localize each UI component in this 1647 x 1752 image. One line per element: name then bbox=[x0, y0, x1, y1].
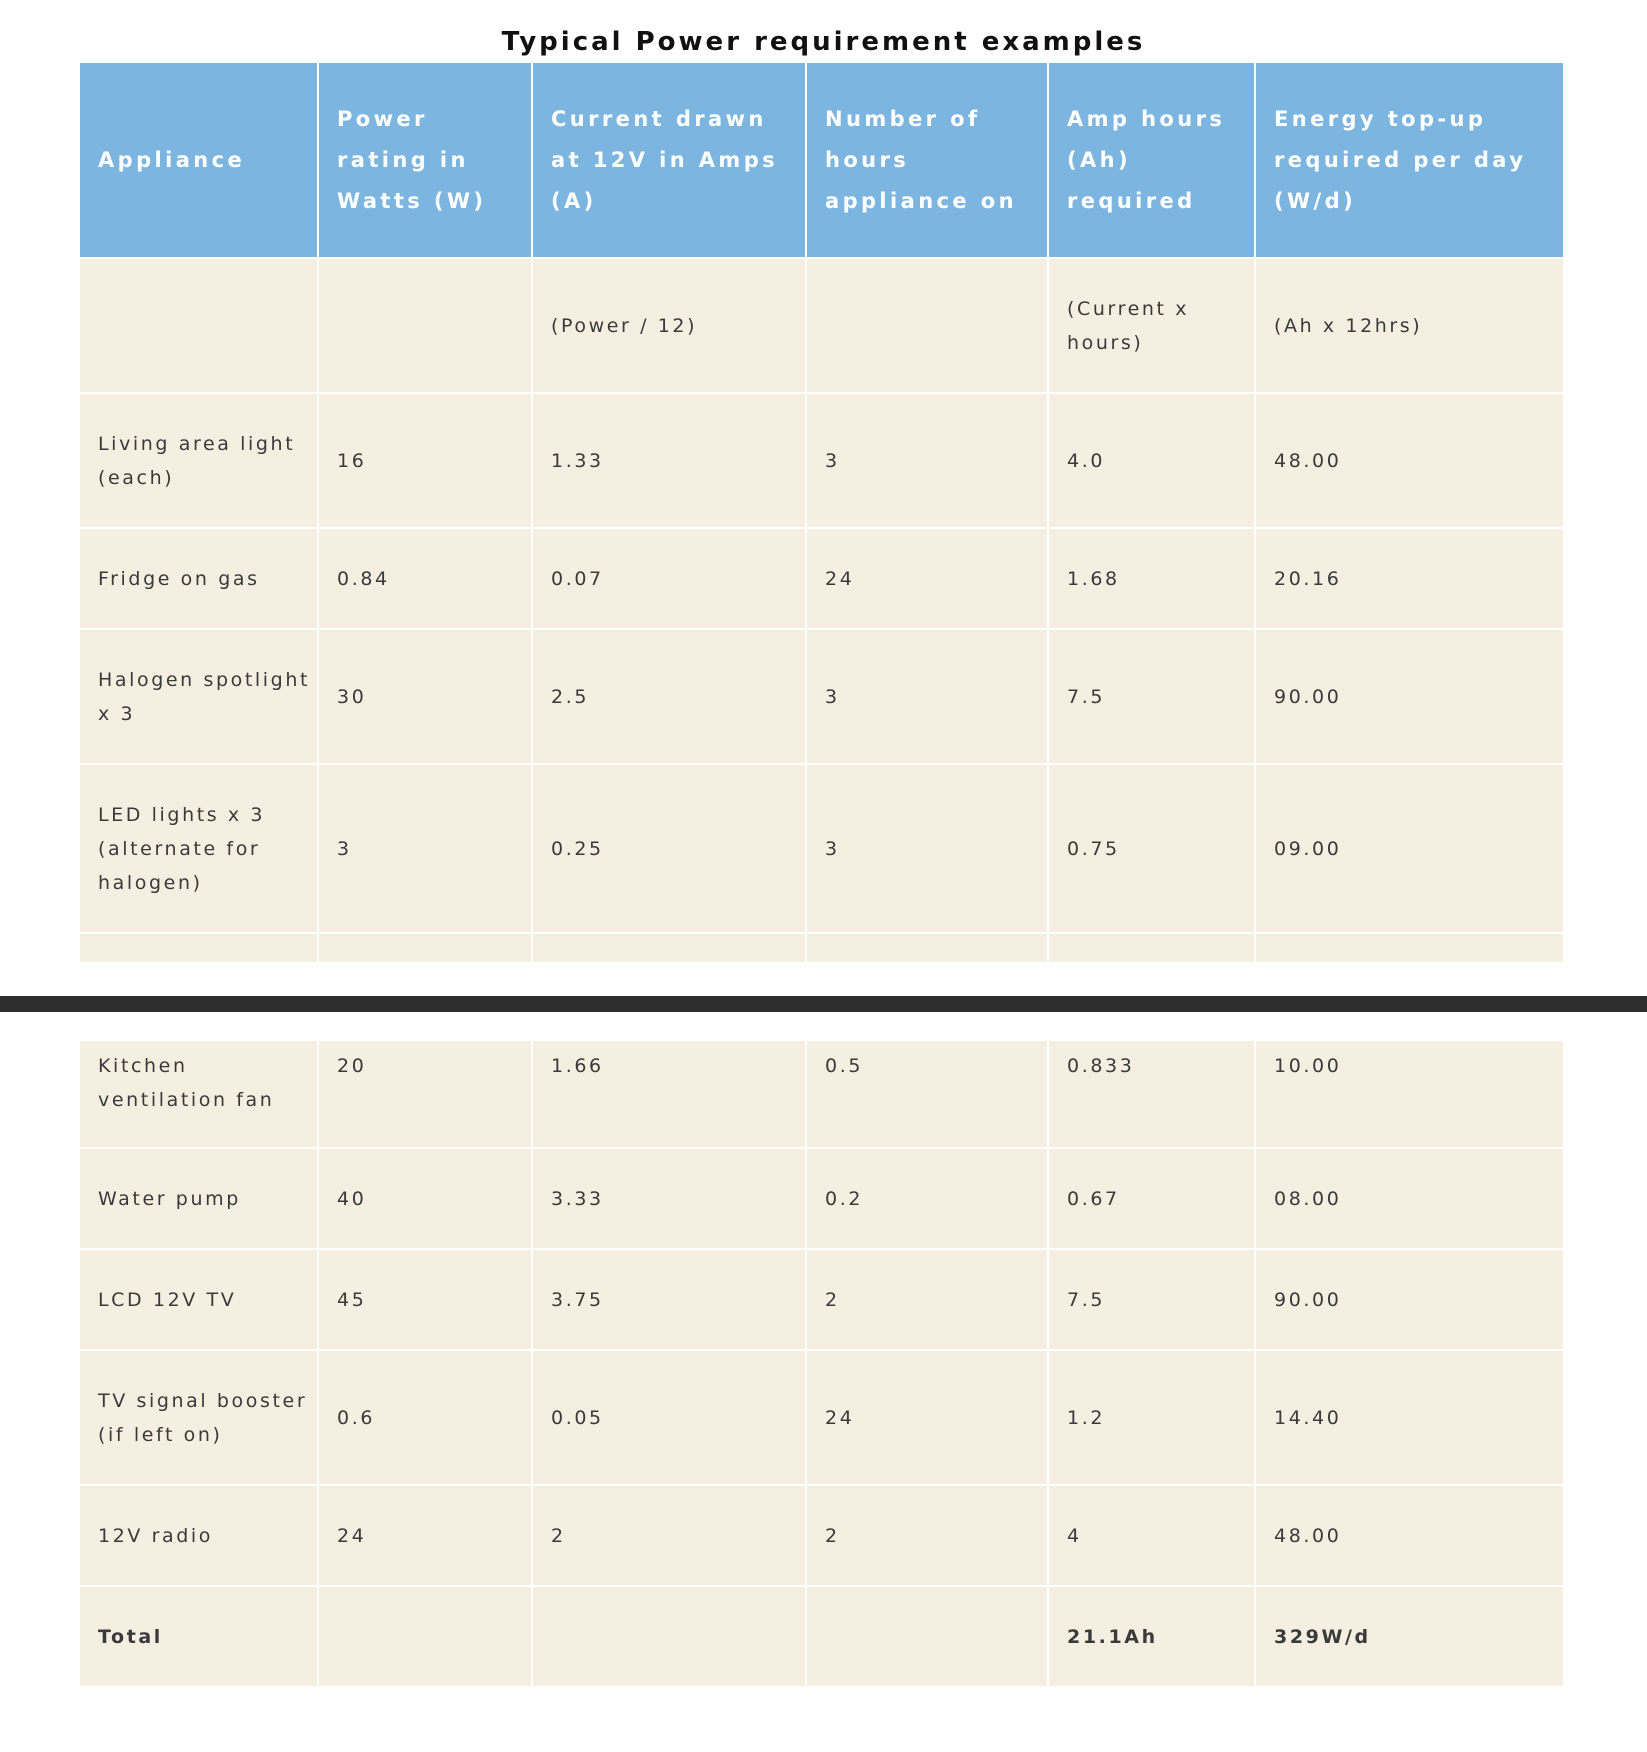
power-table-part-1 bbox=[78, 61, 1565, 964]
current-cell: 3.75 bbox=[532, 1249, 806, 1350]
table-row bbox=[79, 1249, 1564, 1350]
header-appliance: Appliance bbox=[79, 62, 318, 258]
formula-cell bbox=[806, 258, 1048, 393]
hours-cell: 0.5 bbox=[806, 1041, 1048, 1148]
energy-cell: 09.00 bbox=[1255, 764, 1564, 933]
total-energy: 329W/d bbox=[1255, 1586, 1564, 1687]
table-row bbox=[79, 393, 1564, 528]
formula-cell: (Current x hours) bbox=[1048, 258, 1255, 393]
total-row bbox=[79, 1586, 1564, 1687]
current-cell: 1.33 bbox=[532, 393, 806, 528]
amp-hours-cell: 7.5 bbox=[1048, 629, 1255, 764]
hours-cell: 0.2 bbox=[806, 1148, 1048, 1249]
energy-cell: 90.00 bbox=[1255, 1249, 1564, 1350]
header-amp-hours: Amp hours (Ah) required bbox=[1048, 62, 1255, 258]
power-cell: 0.84 bbox=[318, 528, 532, 629]
amp-hours-cell: 4.0 bbox=[1048, 393, 1255, 528]
formula-row bbox=[79, 258, 1564, 393]
hours-cell: 3 bbox=[806, 629, 1048, 764]
table-row bbox=[79, 629, 1564, 764]
energy-cell: 14.40 bbox=[1255, 1350, 1564, 1485]
total-cell bbox=[532, 1586, 806, 1687]
amp-hours-cell: 1.2 bbox=[1048, 1350, 1255, 1485]
header-hours-on: Number of hours appliance on bbox=[806, 62, 1048, 258]
energy-cell: 10.00 bbox=[1255, 1041, 1564, 1148]
hours-cell: 2 bbox=[806, 1485, 1048, 1586]
power-table-part-2 bbox=[78, 1041, 1565, 1688]
table-row bbox=[79, 528, 1564, 629]
header-power-rating: Power rating in Watts (W) bbox=[318, 62, 532, 258]
power-cell: 0.6 bbox=[318, 1350, 532, 1485]
current-cell: 0.25 bbox=[532, 764, 806, 933]
amp-hours-cell: 1.68 bbox=[1048, 528, 1255, 629]
header-energy-top-up: Energy top-up required per day (W/d) bbox=[1255, 62, 1564, 258]
formula-cell bbox=[318, 258, 532, 393]
appliance-cell: Kitchen ventilation fan bbox=[79, 1041, 318, 1148]
formula-cell: (Ah x 12hrs) bbox=[1255, 258, 1564, 393]
total-cell bbox=[318, 1586, 532, 1687]
amp-hours-cell: 0.833 bbox=[1048, 1041, 1255, 1148]
power-cell: 16 bbox=[318, 393, 532, 528]
appliance-cell: TV signal booster (if left on) bbox=[79, 1350, 318, 1485]
energy-cell: 08.00 bbox=[1255, 1148, 1564, 1249]
power-cell: 20 bbox=[318, 1041, 532, 1148]
header-current-drawn: Current drawn at 12V in Amps (A) bbox=[532, 62, 806, 258]
table-row bbox=[79, 1148, 1564, 1249]
appliance-cell: Water pump bbox=[79, 1148, 318, 1249]
amp-hours-cell: 4 bbox=[1048, 1485, 1255, 1586]
formula-cell bbox=[79, 258, 318, 393]
table-row bbox=[79, 764, 1564, 933]
power-cell: 40 bbox=[318, 1148, 532, 1249]
amp-hours-cell: 0.67 bbox=[1048, 1148, 1255, 1249]
current-cell: 2.5 bbox=[532, 629, 806, 764]
table-row bbox=[79, 1041, 1564, 1148]
power-cell: 24 bbox=[318, 1485, 532, 1586]
appliance-cell: Fridge on gas bbox=[79, 528, 318, 629]
power-cell: 3 bbox=[318, 764, 532, 933]
hours-cell: 2 bbox=[806, 1249, 1048, 1350]
page-title: Typical Power requirement examples bbox=[501, 27, 1146, 57]
current-cell: 2 bbox=[532, 1485, 806, 1586]
table-row bbox=[79, 1485, 1564, 1586]
amp-hours-cell: 7.5 bbox=[1048, 1249, 1255, 1350]
hours-cell: 3 bbox=[806, 764, 1048, 933]
current-cell: 1.66 bbox=[532, 1041, 806, 1148]
total-label: Total bbox=[79, 1586, 318, 1687]
amp-hours-cell: 0.75 bbox=[1048, 764, 1255, 933]
header-row bbox=[79, 62, 1564, 258]
current-cell: 0.05 bbox=[532, 1350, 806, 1485]
section-divider bbox=[0, 996, 1647, 1012]
total-amp-hours: 21.1Ah bbox=[1048, 1586, 1255, 1687]
current-cell: 3.33 bbox=[532, 1148, 806, 1249]
current-cell: 0.07 bbox=[532, 528, 806, 629]
energy-cell: 20.16 bbox=[1255, 528, 1564, 629]
total-cell bbox=[806, 1586, 1048, 1687]
appliance-cell: Halogen spotlight x 3 bbox=[79, 629, 318, 764]
energy-cell: 48.00 bbox=[1255, 1485, 1564, 1586]
power-cell: 30 bbox=[318, 629, 532, 764]
partial-row bbox=[79, 933, 1564, 963]
appliance-cell: LCD 12V TV bbox=[79, 1249, 318, 1350]
hours-cell: 24 bbox=[806, 1350, 1048, 1485]
power-cell: 45 bbox=[318, 1249, 532, 1350]
hours-cell: 3 bbox=[806, 393, 1048, 528]
table-row bbox=[79, 1350, 1564, 1485]
appliance-cell: LED lights x 3 (alternate for halogen) bbox=[79, 764, 318, 933]
energy-cell: 48.00 bbox=[1255, 393, 1564, 528]
appliance-cell: Living area light (each) bbox=[79, 393, 318, 528]
appliance-cell: 12V radio bbox=[79, 1485, 318, 1586]
formula-cell: (Power / 12) bbox=[532, 258, 806, 393]
hours-cell: 24 bbox=[806, 528, 1048, 629]
energy-cell: 90.00 bbox=[1255, 629, 1564, 764]
